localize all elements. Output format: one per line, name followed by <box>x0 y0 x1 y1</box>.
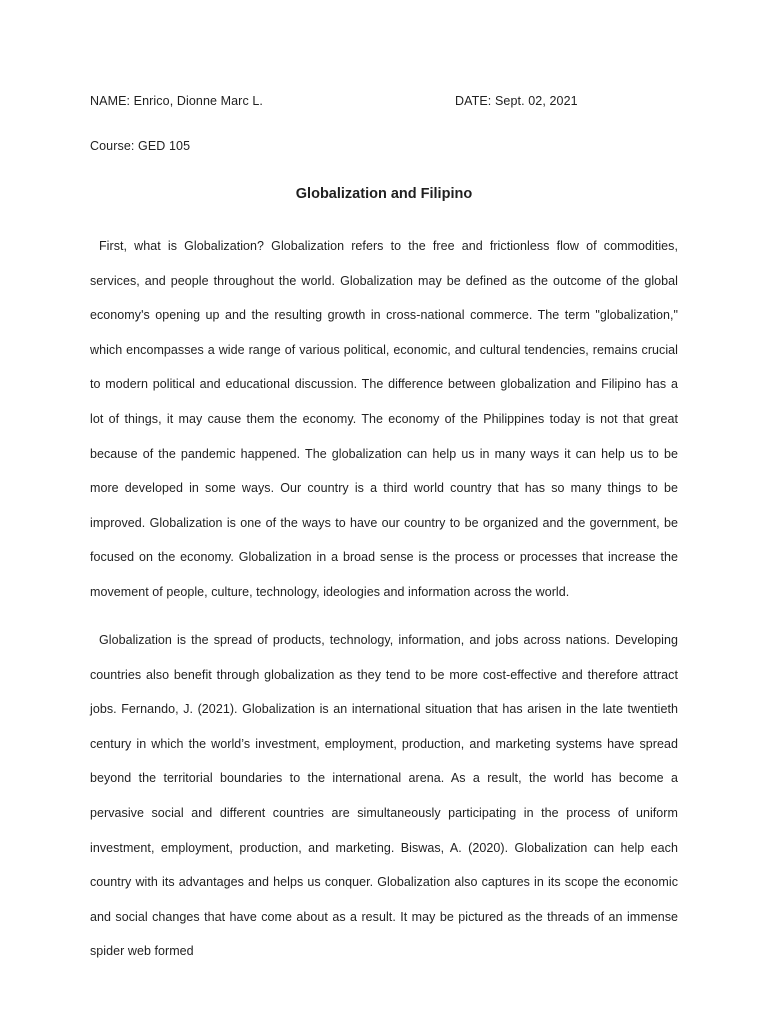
paragraph-1: First, what is Globalization? Globalization refers to the free and frictionless flow of commodities, services, and people throughout the world. Globalization may be defined as the outcome of the global economy's opening up and the resulting growth in cross-national commerce. The term "globalization," which encompasses a wide range of various political, economic, and cultural tendencies, remains crucial to modern political and educational discussion. The difference between globalization and Filipino has a lot of things, it may cause them the economy. The economy of the Philippines today is not that great because of the pandemic happened. The globalization can help us in many ways it can help us to be more developed in some ways. Our country is a third world country that has so many things to be improved. Globalization is one of the ways to have our country to be organized and the government, be focused on the economy. Globalization in a broad sense is the process or processes that increase the movement of people, culture, technology, ideologies and information across the world. <box>90 239 678 599</box>
paragraph-2: Globalization is the spread of products, technology, information, and jobs across nations. Developing countries also benefit through globalization as they tend to be more cost-effective and therefore attract jobs. Fernando, J. (2021). Globalization is an international situation that has arisen in the late twentieth century in which the world’s investment, employment, production, and marketing systems have spread beyond the territorial boundaries to the international arena. As a result, the world has become a pervasive social and different countries are simultaneously participating in the process of uniform investment, employment, production, and marketing. Biswas, A. (2020). Globalization can help each country with its advantages and helps us conquer. Globalization also captures in its scope the economic and social changes that have come about as a result. It may be pictured as the threads of an immense spider web formed <box>90 633 678 959</box>
document-title: Globalization and Filipino <box>295 186 473 202</box>
submission-date: DATE: Sept. 02, 2021 <box>455 94 578 108</box>
course-code: Course: GED 105 <box>90 139 191 153</box>
student-name: NAME: Enrico, Dionne Marc L. <box>90 94 263 108</box>
